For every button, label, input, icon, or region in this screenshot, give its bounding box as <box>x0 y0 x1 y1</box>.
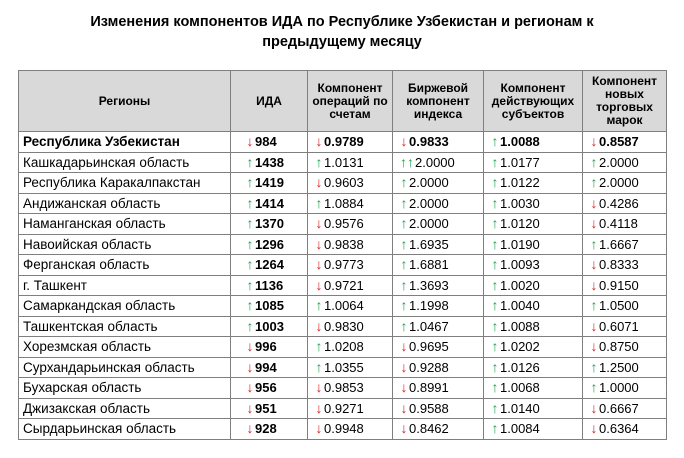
arrow-up-icon: ↑ <box>246 235 254 252</box>
marks-cell <box>583 132 667 153</box>
value: 0.9576 <box>324 216 364 232</box>
ops-cell <box>308 357 393 378</box>
arrow-down-icon: ↓ <box>246 420 254 437</box>
double-arrow-up-icon: ↑↑ <box>400 153 414 170</box>
value: 0.4286 <box>599 195 639 211</box>
value: 1003 <box>255 318 284 334</box>
ida-cell <box>231 419 308 440</box>
value: 0.9948 <box>324 421 364 437</box>
arrow-down-icon: ↓ <box>400 358 408 375</box>
value: 2.0000 <box>415 154 455 170</box>
ops-cell <box>308 214 393 235</box>
value: 1.0000 <box>599 380 639 396</box>
arrow-down-icon: ↓ <box>590 194 598 211</box>
value: 0.9288 <box>409 359 449 375</box>
arrow-up-icon: ↑ <box>400 174 408 191</box>
value: 1.0500 <box>599 298 639 314</box>
table-row <box>19 214 667 235</box>
value: 2.0000 <box>409 195 449 211</box>
value: 0.9721 <box>324 277 364 293</box>
value: 1264 <box>255 257 284 273</box>
value: 1.0208 <box>324 339 364 355</box>
arrow-up-icon: ↑ <box>400 317 408 334</box>
arrow-down-icon: ↓ <box>315 399 323 416</box>
value: 1.0126 <box>500 359 540 375</box>
arrow-up-icon: ↑ <box>246 297 254 314</box>
value: 0.9830 <box>324 318 364 334</box>
header-marks: Компонент новых торговых марок <box>583 71 667 132</box>
ida-cell <box>231 296 308 317</box>
ida-cell <box>231 152 308 173</box>
region-name: Сырдарьинская область <box>19 419 231 440</box>
value: 1136 <box>255 277 284 293</box>
region-name: Сурхандарьинская область <box>19 357 231 378</box>
subjects-cell <box>484 234 583 255</box>
arrow-up-icon: ↑ <box>491 379 499 396</box>
table-row <box>19 193 667 214</box>
arrow-up-icon: ↑ <box>590 379 598 396</box>
value: 0.9271 <box>324 400 364 416</box>
value: 1.0140 <box>500 400 540 416</box>
exchange-cell <box>393 234 484 255</box>
exchange-cell <box>393 255 484 276</box>
arrow-up-icon: ↑ <box>491 215 499 232</box>
subjects-cell <box>484 419 583 440</box>
ida-cell <box>231 337 308 358</box>
value: 0.8333 <box>599 257 639 273</box>
region-name: Ташкентская область <box>19 316 231 337</box>
ops-cell <box>308 152 393 173</box>
arrow-down-icon: ↓ <box>246 399 254 416</box>
ida-cell <box>231 378 308 399</box>
table-row <box>19 378 667 399</box>
arrow-up-icon: ↑ <box>491 153 499 170</box>
ida-cell <box>231 255 308 276</box>
arrow-up-icon: ↑ <box>400 215 408 232</box>
value: 1.0040 <box>500 298 540 314</box>
value: 1414 <box>255 195 284 211</box>
value: 1.6667 <box>599 236 639 252</box>
ida-cell <box>231 214 308 235</box>
marks-cell <box>583 296 667 317</box>
subjects-cell <box>484 398 583 419</box>
table-row <box>19 357 667 378</box>
header-region: Регионы <box>19 71 231 132</box>
arrow-up-icon: ↑ <box>491 194 499 211</box>
header-ida: ИДА <box>231 71 308 132</box>
value: 1.0030 <box>500 195 540 211</box>
arrow-up-icon: ↑ <box>400 235 408 252</box>
arrow-up-icon: ↑ <box>400 276 408 293</box>
region-name: Джизакская область <box>19 398 231 419</box>
arrow-down-icon: ↓ <box>315 420 323 437</box>
subjects-cell <box>484 337 583 358</box>
title-line-1: Изменения компонентов ИДА по Республике Узбекистан и регионам к <box>90 14 594 30</box>
marks-cell <box>583 255 667 276</box>
arrow-down-icon: ↓ <box>590 420 598 437</box>
arrow-up-icon: ↑ <box>315 358 323 375</box>
value: 1.0093 <box>500 257 540 273</box>
arrow-down-icon: ↓ <box>315 174 323 191</box>
exchange-cell <box>393 378 484 399</box>
value: 0.9853 <box>324 380 364 396</box>
ida-cell <box>231 173 308 194</box>
value: 0.9789 <box>324 134 364 150</box>
table-row <box>19 296 667 317</box>
arrow-down-icon: ↓ <box>590 215 598 232</box>
marks-cell <box>583 337 667 358</box>
table-row <box>19 337 667 358</box>
ops-cell <box>308 419 393 440</box>
arrow-up-icon: ↑ <box>315 338 323 355</box>
region-name: Кашкадарьинская область <box>19 152 231 173</box>
value: 0.4118 <box>599 216 638 232</box>
value: 0.6667 <box>599 400 639 416</box>
subjects-cell <box>484 275 583 296</box>
exchange-cell <box>393 132 484 153</box>
arrow-up-icon: ↑ <box>246 194 254 211</box>
table-body <box>19 132 667 440</box>
arrow-up-icon: ↑ <box>315 194 323 211</box>
arrow-up-icon: ↑ <box>590 153 598 170</box>
arrow-up-icon: ↑ <box>491 297 499 314</box>
arrow-up-icon: ↑ <box>491 174 499 191</box>
value: 0.9603 <box>324 175 364 191</box>
arrow-up-icon: ↑ <box>400 297 408 314</box>
ida-cell <box>231 357 308 378</box>
arrow-down-icon: ↓ <box>315 379 323 396</box>
value: 951 <box>255 400 277 416</box>
value: 0.9838 <box>324 236 364 252</box>
value: 1.0084 <box>500 421 540 437</box>
arrow-up-icon: ↑ <box>491 235 499 252</box>
arrow-down-icon: ↓ <box>400 338 408 355</box>
arrow-up-icon: ↑ <box>246 215 254 232</box>
arrow-up-icon: ↑ <box>590 235 598 252</box>
subjects-cell <box>484 152 583 173</box>
value: 956 <box>255 380 277 396</box>
marks-cell <box>583 152 667 173</box>
value: 1.0190 <box>500 236 540 252</box>
value: 1.1998 <box>409 298 449 314</box>
ops-cell <box>308 132 393 153</box>
header-subjects: Компонент действующих субъектов <box>484 71 583 132</box>
ops-cell <box>308 378 393 399</box>
ops-cell <box>308 193 393 214</box>
arrow-up-icon: ↑ <box>246 256 254 273</box>
table-row <box>19 316 667 337</box>
ops-cell <box>308 296 393 317</box>
table-row <box>19 275 667 296</box>
value: 2.0000 <box>409 175 449 191</box>
table-header-row <box>19 71 667 132</box>
value: 1.0020 <box>500 277 540 293</box>
exchange-cell <box>393 337 484 358</box>
arrow-up-icon: ↑ <box>491 338 499 355</box>
value: 1.6935 <box>409 236 449 252</box>
value: 1.0088 <box>500 134 540 150</box>
arrow-down-icon: ↓ <box>315 256 323 273</box>
marks-cell <box>583 357 667 378</box>
value: 0.9773 <box>324 257 364 273</box>
value: 0.8587 <box>599 134 639 150</box>
marks-cell <box>583 419 667 440</box>
marks-cell <box>583 234 667 255</box>
ops-cell <box>308 173 393 194</box>
value: 984 <box>255 134 277 150</box>
arrow-up-icon: ↑ <box>491 317 499 334</box>
arrow-up-icon: ↑ <box>400 256 408 273</box>
value: 2.0000 <box>599 175 639 191</box>
arrow-down-icon: ↓ <box>590 399 598 416</box>
table-row <box>19 419 667 440</box>
arrow-up-icon: ↑ <box>491 256 499 273</box>
value: 1296 <box>255 236 284 252</box>
value: 2.0000 <box>409 216 449 232</box>
ops-cell <box>308 234 393 255</box>
value: 1.0122 <box>500 175 540 191</box>
value: 0.9588 <box>409 400 449 416</box>
subjects-cell <box>484 378 583 399</box>
ops-cell <box>308 398 393 419</box>
value: 0.9833 <box>409 134 449 150</box>
value: 1.0131 <box>324 154 364 170</box>
marks-cell <box>583 398 667 419</box>
marks-cell <box>583 275 667 296</box>
region-name: Бухарская область <box>19 378 231 399</box>
subjects-cell <box>484 255 583 276</box>
exchange-cell <box>393 316 484 337</box>
exchange-cell <box>393 357 484 378</box>
arrow-down-icon: ↓ <box>246 133 254 150</box>
subjects-cell <box>484 316 583 337</box>
value: 1.0202 <box>500 339 540 355</box>
value: 1.0068 <box>500 380 540 396</box>
arrow-up-icon: ↑ <box>246 276 254 293</box>
arrow-up-icon: ↑ <box>246 174 254 191</box>
arrow-down-icon: ↓ <box>590 133 598 150</box>
value: 994 <box>255 359 277 375</box>
value: 1.3693 <box>409 277 449 293</box>
marks-cell <box>583 378 667 399</box>
arrow-down-icon: ↓ <box>590 256 598 273</box>
arrow-up-icon: ↑ <box>491 420 499 437</box>
arrow-down-icon: ↓ <box>315 215 323 232</box>
marks-cell <box>583 193 667 214</box>
value: 1.0064 <box>324 298 364 314</box>
value: 1.0884 <box>324 195 364 211</box>
value: 1.0467 <box>409 318 449 334</box>
subjects-cell <box>484 193 583 214</box>
ops-cell <box>308 316 393 337</box>
region-name: г. Ташкент <box>19 275 231 296</box>
title-line-2: предыдущему месяцу <box>262 34 422 50</box>
value: 1.0120 <box>500 216 540 232</box>
arrow-up-icon: ↑ <box>590 174 598 191</box>
exchange-cell <box>393 214 484 235</box>
arrow-down-icon: ↓ <box>246 358 254 375</box>
exchange-cell <box>393 275 484 296</box>
header-ops: Компонент операций по счетам <box>308 71 393 132</box>
ida-cell <box>231 193 308 214</box>
ida-cell <box>231 398 308 419</box>
value: 1.0177 <box>500 154 540 170</box>
ops-cell <box>308 255 393 276</box>
table-row <box>19 398 667 419</box>
table-row <box>19 255 667 276</box>
exchange-cell <box>393 296 484 317</box>
table-row <box>19 234 667 255</box>
value: 0.8750 <box>599 339 639 355</box>
region-name: Самаркандская область <box>19 296 231 317</box>
exchange-cell <box>393 398 484 419</box>
subjects-cell <box>484 132 583 153</box>
subjects-cell <box>484 214 583 235</box>
arrow-up-icon: ↑ <box>246 153 254 170</box>
marks-cell <box>583 214 667 235</box>
header-exchange: Биржевой компонент индекса <box>393 71 484 132</box>
value: 1438 <box>255 154 284 170</box>
value: 996 <box>255 339 277 355</box>
arrow-down-icon: ↓ <box>400 379 408 396</box>
value: 0.6071 <box>599 318 639 334</box>
arrow-down-icon: ↓ <box>590 276 598 293</box>
region-name: Хорезмская область <box>19 337 231 358</box>
ops-cell <box>308 337 393 358</box>
arrow-up-icon: ↑ <box>590 297 598 314</box>
marks-cell <box>583 316 667 337</box>
arrow-up-icon: ↑ <box>491 133 499 150</box>
ida-cell <box>231 132 308 153</box>
arrow-down-icon: ↓ <box>246 379 254 396</box>
page-title <box>0 12 684 52</box>
ida-cell <box>231 316 308 337</box>
arrow-up-icon: ↑ <box>400 194 408 211</box>
value: 0.9695 <box>409 339 449 355</box>
value: 928 <box>255 421 277 437</box>
subjects-cell <box>484 173 583 194</box>
region-name: Навоийская область <box>19 234 231 255</box>
exchange-cell <box>393 193 484 214</box>
arrow-down-icon: ↓ <box>315 235 323 252</box>
arrow-up-icon: ↑ <box>491 399 499 416</box>
ida-cell <box>231 275 308 296</box>
value: 0.8991 <box>409 380 449 396</box>
value: 1.0355 <box>324 359 364 375</box>
exchange-cell <box>393 419 484 440</box>
exchange-cell <box>393 152 484 173</box>
region-name: Наманганская область <box>19 214 231 235</box>
arrow-down-icon: ↓ <box>246 338 254 355</box>
exchange-cell <box>393 173 484 194</box>
marks-cell <box>583 173 667 194</box>
arrow-down-icon: ↓ <box>400 399 408 416</box>
arrow-down-icon: ↓ <box>400 133 408 150</box>
value: 0.9150 <box>599 277 639 293</box>
region-name: Республика Узбекистан <box>19 132 231 153</box>
arrow-up-icon: ↑ <box>491 358 499 375</box>
value: 0.8462 <box>409 421 449 437</box>
value: 1419 <box>255 175 284 191</box>
arrow-down-icon: ↓ <box>590 317 598 334</box>
arrow-up-icon: ↑ <box>491 276 499 293</box>
subjects-cell <box>484 357 583 378</box>
arrow-up-icon: ↑ <box>315 297 323 314</box>
value: 1.6881 <box>409 257 449 273</box>
region-name: Ферганская область <box>19 255 231 276</box>
arrow-up-icon: ↑ <box>590 358 598 375</box>
arrow-down-icon: ↓ <box>590 338 598 355</box>
table-row <box>19 152 667 173</box>
arrow-down-icon: ↓ <box>315 317 323 334</box>
value: 1370 <box>255 216 284 232</box>
table-row <box>19 173 667 194</box>
arrow-up-icon: ↑ <box>315 153 323 170</box>
value: 0.6364 <box>599 421 639 437</box>
table-row <box>19 132 667 153</box>
value: 2.0000 <box>599 154 639 170</box>
arrow-down-icon: ↓ <box>315 133 323 150</box>
region-name: Андижанская область <box>19 193 231 214</box>
value: 1.2500 <box>599 359 639 375</box>
ops-cell <box>308 275 393 296</box>
arrow-up-icon: ↑ <box>246 317 254 334</box>
value: 1.0088 <box>500 318 540 334</box>
components-table <box>18 70 667 440</box>
arrow-down-icon: ↓ <box>400 420 408 437</box>
ida-cell <box>231 234 308 255</box>
arrow-down-icon: ↓ <box>315 276 323 293</box>
value: 1085 <box>255 298 284 314</box>
subjects-cell <box>484 296 583 317</box>
region-name: Республика Каракалпакстан <box>19 173 231 194</box>
